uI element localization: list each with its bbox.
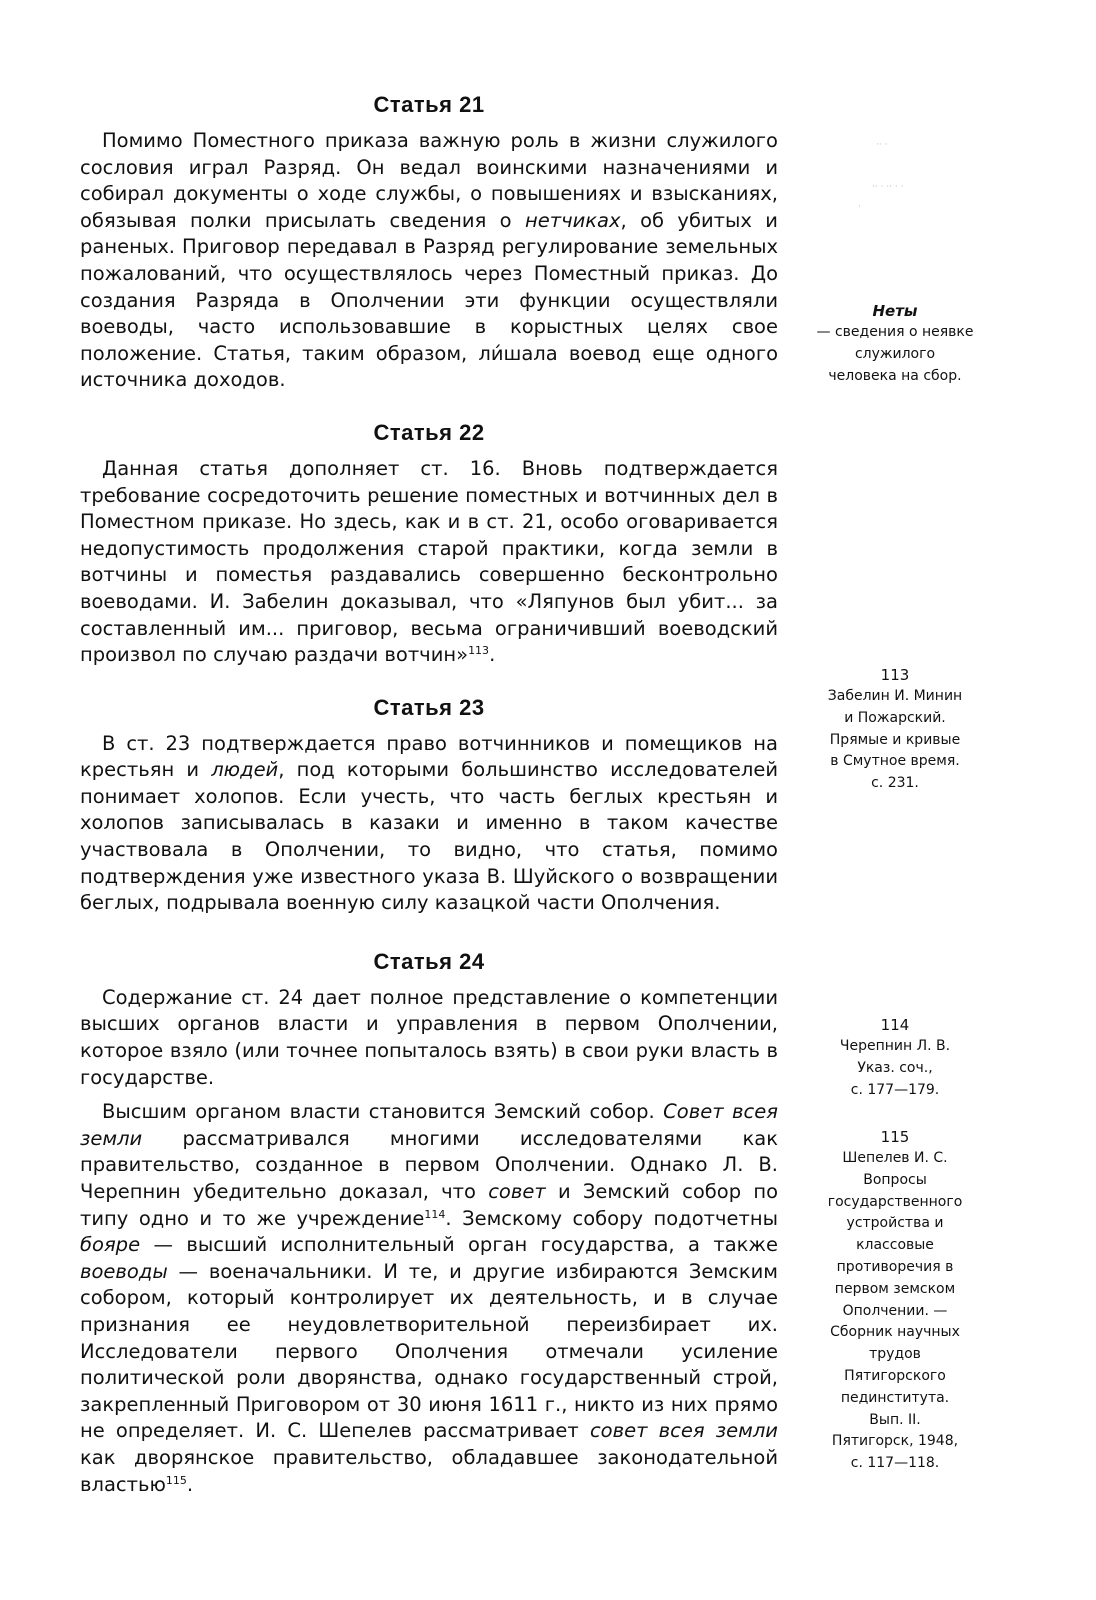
margin-line: пединститута. [840,1389,950,1406]
heading-article-23: Статья 23 [373,694,485,720]
text-run: как дворянское правительство, обладавшее законодательной властью [80,1445,778,1496]
margin-line: Указ. соч., [857,1059,933,1076]
margin-line: человека на сбор. [828,367,962,384]
margin-line: Вопросы [863,1171,927,1188]
italic-term: нетчиках [524,208,621,232]
text-run: Высшим органом власти становится Земский собор. [102,1100,664,1124]
margin-line: с. 177—179. [850,1081,940,1098]
text-run: Помимо Поместного приказа важную роль в жизни служилого сословия играл Разряд. Он ведал воинскими назначениями и собирал документы о ходе службы, о повышениях и взысканиях, обязывая полки присылать сведения о [80,129,778,232]
italic-term: людей [211,758,279,782]
margin-line: Шепелев И. С. [842,1150,948,1166]
margin-line: и Пожарский. [844,709,946,726]
heading-article-22: Статья 22 [373,419,485,445]
text-run: . [489,643,496,667]
section-article-21 [80,92,778,394]
text-run: , об убитых и раненых. Приговор передавал в Разряд регулирование земельных пожалований, что осуществлялось через Поместный приказ. До создания Разряда в Ополчении эти функции осуществляли воеводы, часто использовавшие в корыстных целях свое положение. Статья, таким образом, ли́шала воевод еще одного источника доходов. [80,208,778,392]
section-article-23 [80,695,778,917]
text-run: В ст. 23 подтверждается право вотчинников и помещиков на крестьян и [80,731,778,782]
footnote-number: 113 [880,666,910,684]
margin-line: — сведения о неявке [816,324,974,340]
margin-line: Пятигорского [844,1367,946,1384]
text-run: Данная статья дополняет ст. 16. Вновь подтверждается требование сосредоточить решение поместных и вотчинных дел в Поместном приказе. Но здесь, как и в ст. 21, особо оговаривается недопустимость продолжения старой практики, когда земли в вотчины и поместья раздавались совершенно бесконтрольно воеводами. И. Забелин доказывал, что «Ляпунов был убит... за составленный им... приговор, весьма ограничивший воеводский произвол по случаю раздачи вотчин» [80,456,778,667]
text-run: рассматривался многими исследователями как правительство, созданное в первом Ополчении. Однако Л. В. Черепнин убедительно доказал, что [80,1126,778,1203]
text-run: , под которыми большинство исследователей понимает холопов. Если учесть, что часть беглых крестьян и холопов записывалась в казаки и именно в таком качестве участвовала в Ополчении, то видно, что статья, помимо подтверждения уже известного указа В. Шуйского о возвращении беглых, подрывала военную силу казацкой части Ополчения. [80,758,778,915]
footnote-number: 114 [880,1016,910,1034]
margin-note-115 [800,1126,990,1475]
main-column [80,92,778,1524]
margin-line: противоречия в [836,1258,954,1275]
text-run: — военачальники. И те, и другие избираются Земским собором, который контролирует их деятельность, и в случае признания ее неудовлетворительной переизбирает их. Исследователи первого Ополчения отмечали усиление политической роли дворянства, однако государственный строй, закрепленный Приговором от 30 июня 1611 г., никто из них прямо не определяет. И. С. Шепелев рассматривает [80,1259,778,1443]
margin-line: Ополчении. — [842,1302,948,1319]
margin-line: трудов [869,1346,921,1363]
margin-line: Черепнин Л. В. [839,1038,951,1054]
italic-term: совет всея земли [589,1419,778,1443]
paragraph-article-23 [80,731,778,917]
margin-line: устройства и [846,1215,944,1232]
paragraph-article-24-2 [80,1099,778,1498]
heading-article-24: Статья 24 [373,948,485,974]
margin-line: служилого [854,345,936,362]
footnote-ref-114[interactable]: 114 [424,1207,446,1221]
margin-line: в Смутное время. [830,753,960,770]
margin-line: государственного [827,1193,963,1210]
text-run: . Земскому собору подотчетны [445,1206,779,1230]
paragraph-article-21 [80,128,778,394]
paragraph-article-24-1: Содержание ст. 24 дает полное представление о компетенции высших органов власти и управления в первом Ополчении, которое взяло (или точнее попыталось взять) в свои руки власть в государстве. [80,985,778,1089]
margin-line: с. 117—118. [850,1455,940,1472]
margin-line: первом земском [834,1280,956,1297]
footnote-number: 115 [880,1128,910,1146]
margin-note-114 [800,1014,990,1101]
section-article-22 [80,420,778,669]
margin-line: Вып. II. [869,1411,921,1428]
margin-note-113 [800,664,990,795]
text-run: — высший исполнительный орган государства, а также [140,1233,778,1257]
margin-line: Пятигорск, 1948, [831,1433,959,1450]
margin-line: Забелин И. Минин [827,688,963,704]
margin-line: с. 231. [871,775,919,792]
footnote-ref-115[interactable]: 115 [165,1473,187,1487]
scan-artifact: ·· · [876,140,888,150]
scan-artifact: ·· · ·· · · [872,182,904,192]
text-run: и Земский собор по типу одно и то же учреждение [80,1180,778,1230]
italic-term: Совет всея земли [80,1100,779,1150]
margin-note-nety [800,300,990,387]
heading-article-21: Статья 21 [373,92,485,117]
margin-line: Сборник научных [830,1324,960,1341]
italic-term: бояре [80,1233,141,1257]
scan-artifact: · [858,202,861,212]
footnote-ref-113[interactable]: 113 [468,644,490,658]
margin-line: Прямые и кривые [829,731,961,748]
italic-term: совет [488,1180,546,1203]
text-run: . [186,1472,194,1496]
margin-term: Неты [872,302,918,320]
italic-term: воеводы [80,1259,168,1283]
paragraph-article-22 [80,456,778,669]
margin-line: классовые [856,1237,934,1254]
section-article-24 [80,949,778,1498]
